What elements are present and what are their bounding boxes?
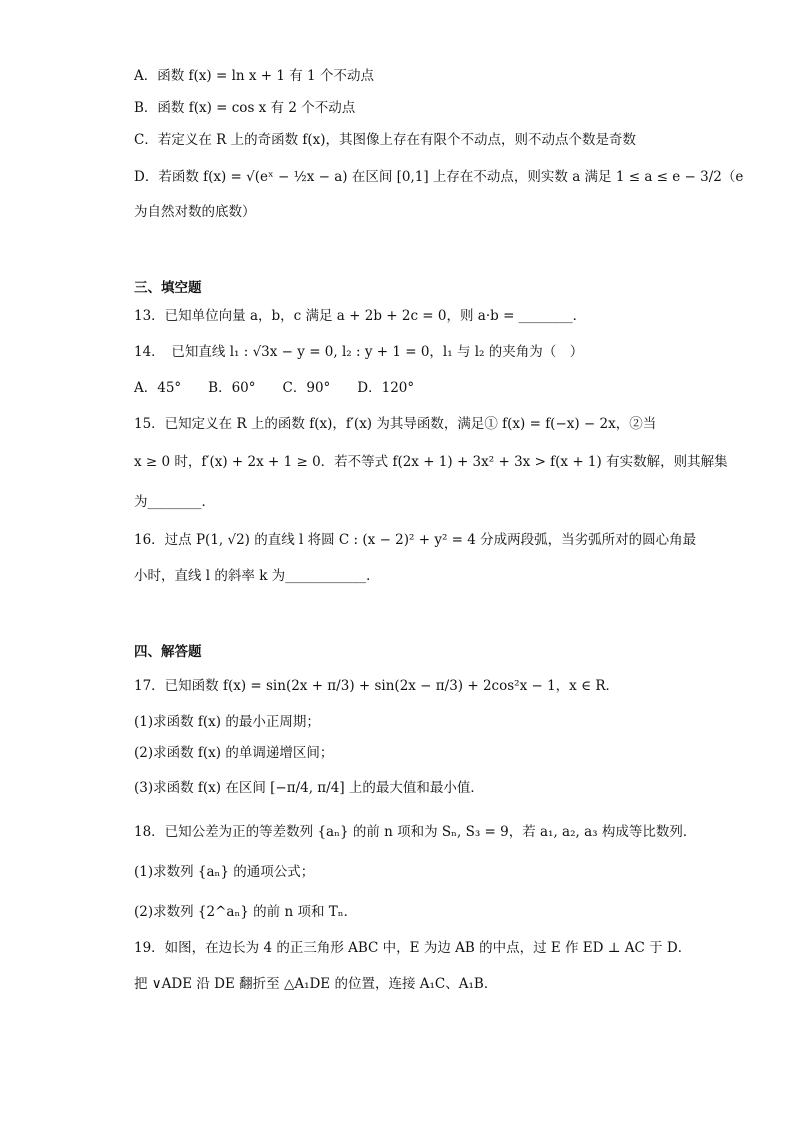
option-d-line2: 为自然对数的底数） [134, 204, 256, 220]
option-b: B．函数 f(x) = cos x 有 2 个不动点 [134, 100, 356, 116]
question-17-part2: (2)求函数 f(x) 的单调递增区间； [134, 745, 334, 761]
question-14: 14． 已知直线 l₁ : √3x − y = 0, l₂ : y + 1 = 0，l₁ 与 l₂ 的夹角为（ ） [134, 344, 584, 360]
question-17-part3: (3)求函数 f(x) 在区间 [−π/4, π/4] 上的最大值和最小值． [134, 780, 484, 796]
question-15-line1: 15．已知定义在 R 上的函数 f(x)，f′(x) 为其导函数，满足① f(x) = f(−x) − 2x，②当 [134, 416, 657, 432]
question-16-line2: 小时，直线 l 的斜率 k 为____________． [134, 568, 380, 584]
question-19-line2: 把 ∨ADE 沿 DE 翻折至 △A₁DE 的位置，连接 A₁C、A₁B． [134, 976, 498, 992]
option-d-line1: D．若函数 f(x) = √(eˣ − ½x − a) 在区间 [0,1] 上存在不动点，则实数 a 满足 1 ≤ a ≤ e − 3/2（e [134, 169, 744, 185]
question-15-line3: 为________． [134, 494, 215, 510]
question-15-line2: x ≥ 0 时，f′(x) + 2x + 1 ≥ 0．若不等式 f(2x + 1) + 3x² + 3x > f(x + 1) 有实数解，则其解集 [134, 454, 728, 470]
question-18-part1: (1)求数列 {aₙ} 的通项公式； [134, 864, 315, 880]
option-c: C．若定义在 R 上的奇函数 f(x)，其图像上存在有限个不动点，则不动点个数是奇数 [134, 132, 637, 148]
question-13: 13．已知单位向量 a，b，c 满足 a + 2b + 2c = 0，则 a·b = ________． [134, 308, 587, 324]
option-a: A．函数 f(x) = ln x + 1 有 1 个不动点 [134, 68, 374, 84]
question-17: 17．已知函数 f(x) = sin(2x + π/3) + sin(2x − π/3) + 2cos²x − 1，x ∈ R． [134, 678, 620, 694]
question-18: 18．已知公差为正的等差数列 {aₙ} 的前 n 项和为 Sₙ, S₃ = 9，若 a₁, a₂, a₃ 构成等比数列． [134, 824, 697, 840]
section-heading-fill-in: 三、填空题 [134, 280, 202, 296]
question-19-line1: 19．如图，在边长为 4 的正三角形 ABC 中，E 为边 AB 的中点，过 E 作 ED ⊥ AC 于 D． [134, 940, 692, 956]
question-18-part2: (2)求数列 {2^aₙ} 的前 n 项和 Tₙ． [134, 904, 358, 920]
question-14-options: A．45° B．60° C．90° D．120° [134, 380, 415, 396]
question-16-line1: 16．过点 P(1, √2) 的直线 l 将圆 C : (x − 2)² + y² = 4 分成两段弧，当劣弧所对的圆心角最 [134, 532, 697, 548]
section-heading-solutions: 四、解答题 [134, 644, 202, 660]
question-17-part1: (1)求函数 f(x) 的最小正周期； [134, 714, 320, 730]
